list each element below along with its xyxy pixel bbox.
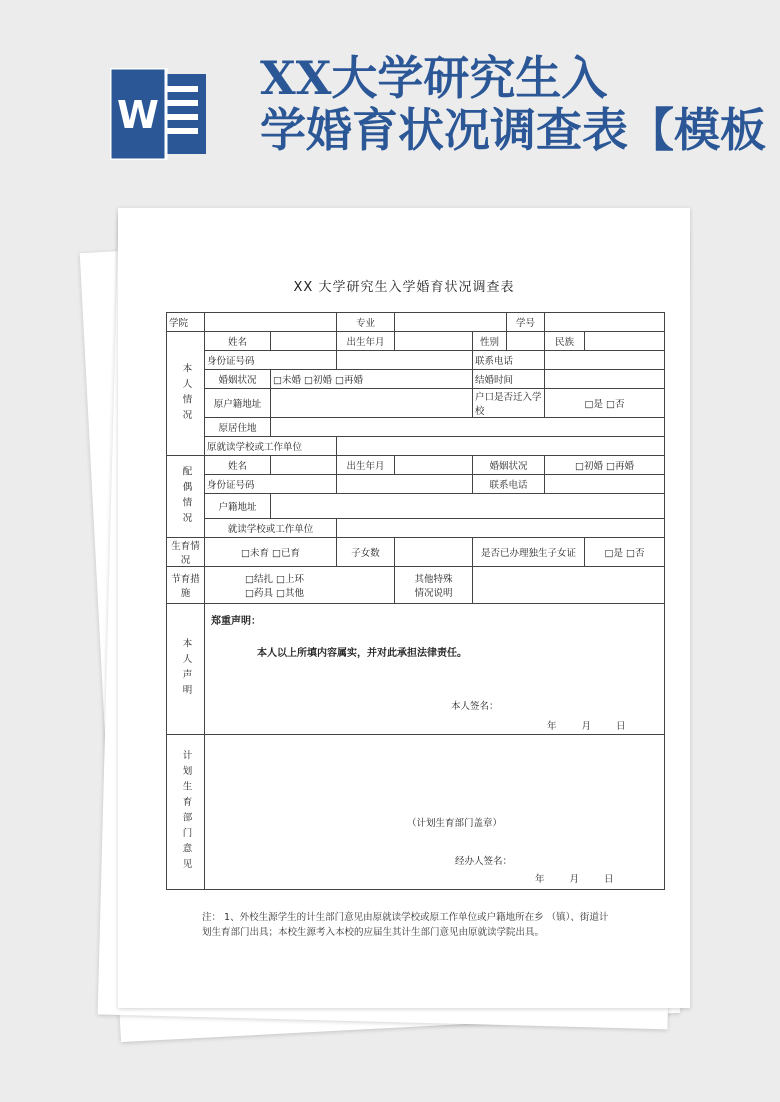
contraception-label: 节育措施 <box>167 567 205 604</box>
self-id-field[interactable] <box>337 351 473 370</box>
spouse-section-label: 配偶情况 <box>167 456 205 538</box>
self-ethnicity-label: 民族 <box>545 332 585 351</box>
self-residence-field[interactable] <box>271 418 665 437</box>
page-title <box>260 52 780 172</box>
self-birth-field[interactable] <box>395 332 473 351</box>
word-doc-icon <box>110 68 208 160</box>
student-id-field[interactable] <box>545 313 665 332</box>
children-label: 子女数 <box>337 538 395 567</box>
planning-signature[interactable]: 经办人签名： <box>455 856 513 867</box>
spouse-name-label: 姓名 <box>205 456 271 475</box>
self-work-unit-field[interactable] <box>337 437 665 456</box>
self-ethnicity-field[interactable] <box>585 332 665 351</box>
self-name-label: 姓名 <box>205 332 271 351</box>
self-hukou-field[interactable] <box>271 389 473 418</box>
self-phone-label: 联系电话 <box>473 351 545 370</box>
spouse-birth-label: 出生年月 <box>337 456 395 475</box>
school-label: 学院 <box>167 313 205 332</box>
self-hukou-label: 原户籍地址 <box>205 389 271 418</box>
spouse-id-field[interactable] <box>337 475 473 494</box>
self-birth-label: 出生年月 <box>337 332 395 351</box>
hukou-moved-label: 户口是否迁入学校 <box>473 389 545 418</box>
school-field[interactable] <box>205 313 337 332</box>
spouse-work-unit-label: 就读学校或工作单位 <box>205 519 337 538</box>
one-child-cert-options[interactable]: □是 □否 <box>585 538 665 567</box>
page-title-line2: 学婚育状况调查表【模板 <box>260 103 766 157</box>
hukou-moved-options[interactable]: □是 □否 <box>545 389 665 418</box>
word-letter: W <box>117 93 159 137</box>
declaration-section-label: 本人声明 <box>167 604 205 735</box>
self-section-label: 本人情况 <box>167 332 205 456</box>
page-title-line1: XX大学研究生入 <box>260 52 608 105</box>
spouse-hukou-field[interactable] <box>271 494 665 519</box>
spouse-marital-options[interactable]: □初婚 □再婚 <box>545 456 665 475</box>
spouse-hukou-label: 户籍地址 <box>205 494 271 519</box>
declaration-cell <box>205 604 665 735</box>
major-field[interactable] <box>395 313 507 332</box>
self-gender-label: 性别 <box>473 332 507 351</box>
self-marital-options[interactable]: □未婚 □初婚 □再婚 <box>271 370 473 389</box>
form-title: XX 大学研究生入学婚育状况调查表 <box>293 280 515 295</box>
birth-status-options[interactable]: □未育 □已育 <box>205 538 337 567</box>
contraception-options-line1: □结扎 □上环 <box>245 574 304 585</box>
declaration-title: 郑重声明： <box>211 616 261 627</box>
planning-stamp: （计划生育部门盖章） <box>407 818 503 829</box>
birth-status-label: 生育情况 <box>167 538 205 567</box>
other-situation-label-line2: 情况说明 <box>414 588 453 599</box>
other-situation-label-line1: 其他特殊 <box>414 574 453 585</box>
self-name-field[interactable] <box>271 332 337 351</box>
planning-date[interactable]: 年 月 日 <box>535 874 614 885</box>
survey-form <box>166 312 665 890</box>
self-marital-label: 婚姻状况 <box>205 370 271 389</box>
other-situation-label <box>395 567 473 604</box>
self-marry-date-field[interactable] <box>545 370 665 389</box>
declaration-text: 本人以上所填内容属实，并对此承担法律责任。 <box>257 648 467 659</box>
spouse-marital-label: 婚姻状况 <box>473 456 545 475</box>
footnote: 注： 1、外校生源学生的计生部门意见由原就读学校或原工作单位或户籍地所在乡 （镇）、街道计划生育部门出具；本校生源考入本校的应届生其计生部门意见由原就读学院出具。 <box>202 912 609 938</box>
declaration-date[interactable]: 年 月 日 <box>547 721 626 732</box>
self-work-unit-label: 原就读学校或工作单位 <box>205 437 337 456</box>
contraception-options[interactable] <box>205 567 395 604</box>
self-phone-field[interactable] <box>545 351 665 370</box>
self-residence-label: 原居住地 <box>205 418 271 437</box>
other-situation-field[interactable] <box>473 567 665 604</box>
spouse-id-label: 身份证号码 <box>205 475 337 494</box>
children-field[interactable] <box>395 538 473 567</box>
self-id-label: 身份证号码 <box>205 351 337 370</box>
spouse-phone-label: 联系电话 <box>473 475 545 494</box>
planning-cell <box>205 735 665 890</box>
major-label: 专业 <box>337 313 395 332</box>
student-id-label: 学号 <box>507 313 545 332</box>
spouse-phone-field[interactable] <box>545 475 665 494</box>
contraception-options-line2: □药具 □其他 <box>245 588 304 599</box>
self-gender-field[interactable] <box>507 332 545 351</box>
declaration-signature[interactable]: 本人签名： <box>451 701 499 712</box>
self-marry-date-label: 结婚时间 <box>473 370 545 389</box>
spouse-name-field[interactable] <box>271 456 337 475</box>
one-child-cert-label: 是否已办理独生子女证 <box>473 538 585 567</box>
planning-section-label: 计划生育部门意见 <box>167 735 205 890</box>
spouse-birth-field[interactable] <box>395 456 473 475</box>
spouse-work-unit-field[interactable] <box>337 519 665 538</box>
